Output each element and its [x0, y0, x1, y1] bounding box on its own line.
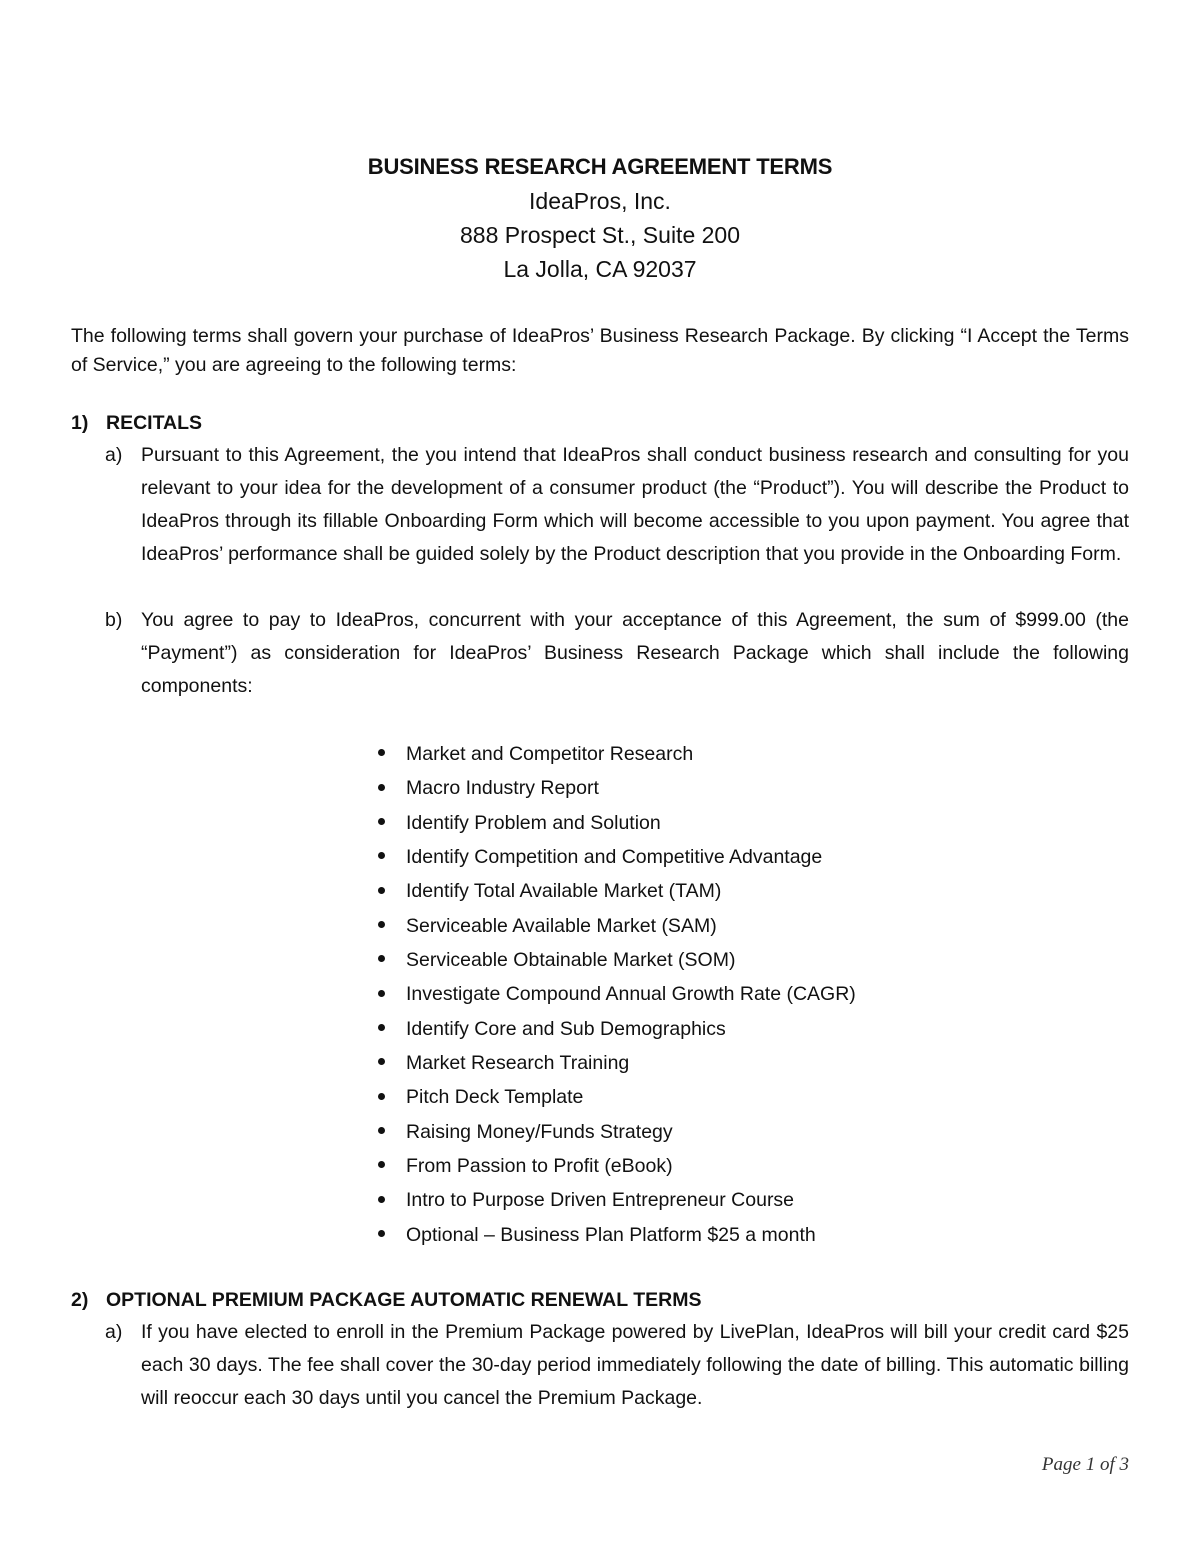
section-title: OPTIONAL PREMIUM PACKAGE AUTOMATIC RENEWAL TERMS — [106, 1289, 702, 1311]
list-item: Raising Money/Funds Strategy — [378, 1115, 856, 1149]
list-item: Investigate Compound Annual Growth Rate (CAGR) — [378, 977, 856, 1011]
bullet-icon — [378, 1058, 385, 1065]
item-label: a) — [105, 444, 123, 466]
recital-item-b — [105, 604, 1129, 703]
list-item: Identify Competition and Competitive Advantage — [378, 840, 856, 874]
company-address-line2: La Jolla, CA 92037 — [503, 256, 697, 282]
bullet-icon — [378, 852, 385, 859]
bullet-icon — [378, 784, 385, 791]
company-name: IdeaPros, Inc. — [529, 188, 671, 214]
section-number: 1) — [71, 412, 89, 434]
bullet-icon — [378, 955, 385, 962]
bullet-icon — [378, 1127, 385, 1134]
item-text: You agree to pay to IdeaPros, concurrent with your acceptance of this Agreement, the sum of $999.00 (the “Payment”) as consideration for IdeaPros’ Business Research Package which shall include the following components: — [141, 609, 1129, 697]
list-item: Serviceable Available Market (SAM) — [378, 909, 856, 943]
document-title: BUSINESS RESEARCH AGREEMENT TERMS — [367, 154, 833, 179]
page-number: Page 1 of 3 — [1041, 1454, 1129, 1475]
item-label: b) — [105, 609, 123, 631]
company-address-line1: 888 Prospect St., Suite 200 — [459, 222, 740, 248]
list-item: Identify Total Available Market (TAM) — [378, 874, 856, 908]
components-list — [378, 737, 856, 1252]
list-item: Pitch Deck Template — [378, 1080, 856, 1114]
intro-paragraph: The following terms shall govern your purchase of IdeaPros’ Business Research Package. By clicking “I Accept the Terms of Service,” you are agreeing to the following terms: — [71, 325, 1129, 376]
document-header — [0, 150, 1200, 286]
section-1-heading — [71, 409, 202, 437]
list-item: Identify Problem and Solution — [378, 806, 856, 840]
list-item: From Passion to Profit (eBook) — [378, 1149, 856, 1183]
list-item: Serviceable Obtainable Market (SOM) — [378, 943, 856, 977]
bullet-icon — [378, 921, 385, 928]
renewal-item-a — [105, 1316, 1129, 1415]
bullet-icon — [378, 1230, 385, 1237]
bullet-icon — [378, 818, 385, 825]
list-item: Intro to Purpose Driven Entrepreneur Course — [378, 1183, 856, 1217]
item-text: Pursuant to this Agreement, the you intend that IdeaPros shall conduct business research and consulting for you relevant to your idea for the development of a consumer product (the “Product”). You will describe the Product to IdeaPros through its fillable Onboarding Form which will become accessible to you upon payment. You agree that IdeaPros’ performance shall be guided solely by the Product description that you provide in the Onboarding Form. — [141, 444, 1129, 565]
bullet-icon — [378, 1196, 385, 1203]
bullet-icon — [378, 1093, 385, 1100]
section-2-heading — [71, 1286, 701, 1314]
section-title: RECITALS — [106, 412, 203, 434]
recital-item-a — [105, 439, 1129, 571]
bullet-icon — [378, 1024, 385, 1031]
item-label: a) — [105, 1321, 123, 1343]
list-item: Market Research Training — [378, 1046, 856, 1080]
bullet-icon — [378, 990, 385, 997]
list-item: Optional – Business Plan Platform $25 a month — [378, 1218, 856, 1252]
bullet-icon — [378, 1161, 385, 1168]
section-number: 2) — [71, 1289, 89, 1311]
list-item: Identify Core and Sub Demographics — [378, 1012, 856, 1046]
item-text: If you have elected to enroll in the Premium Package powered by LivePlan, IdeaPros will bill your credit card $25 each 30 days. The fee shall cover the 30-day period immediately following the date of billing. This automatic billing will reoccur each 30 days until you cancel the Premium Package. — [141, 1321, 1129, 1409]
list-item: Market and Competitor Research — [378, 737, 856, 771]
bullet-icon — [378, 749, 385, 756]
bullet-icon — [378, 887, 385, 894]
list-item: Macro Industry Report — [378, 771, 856, 805]
